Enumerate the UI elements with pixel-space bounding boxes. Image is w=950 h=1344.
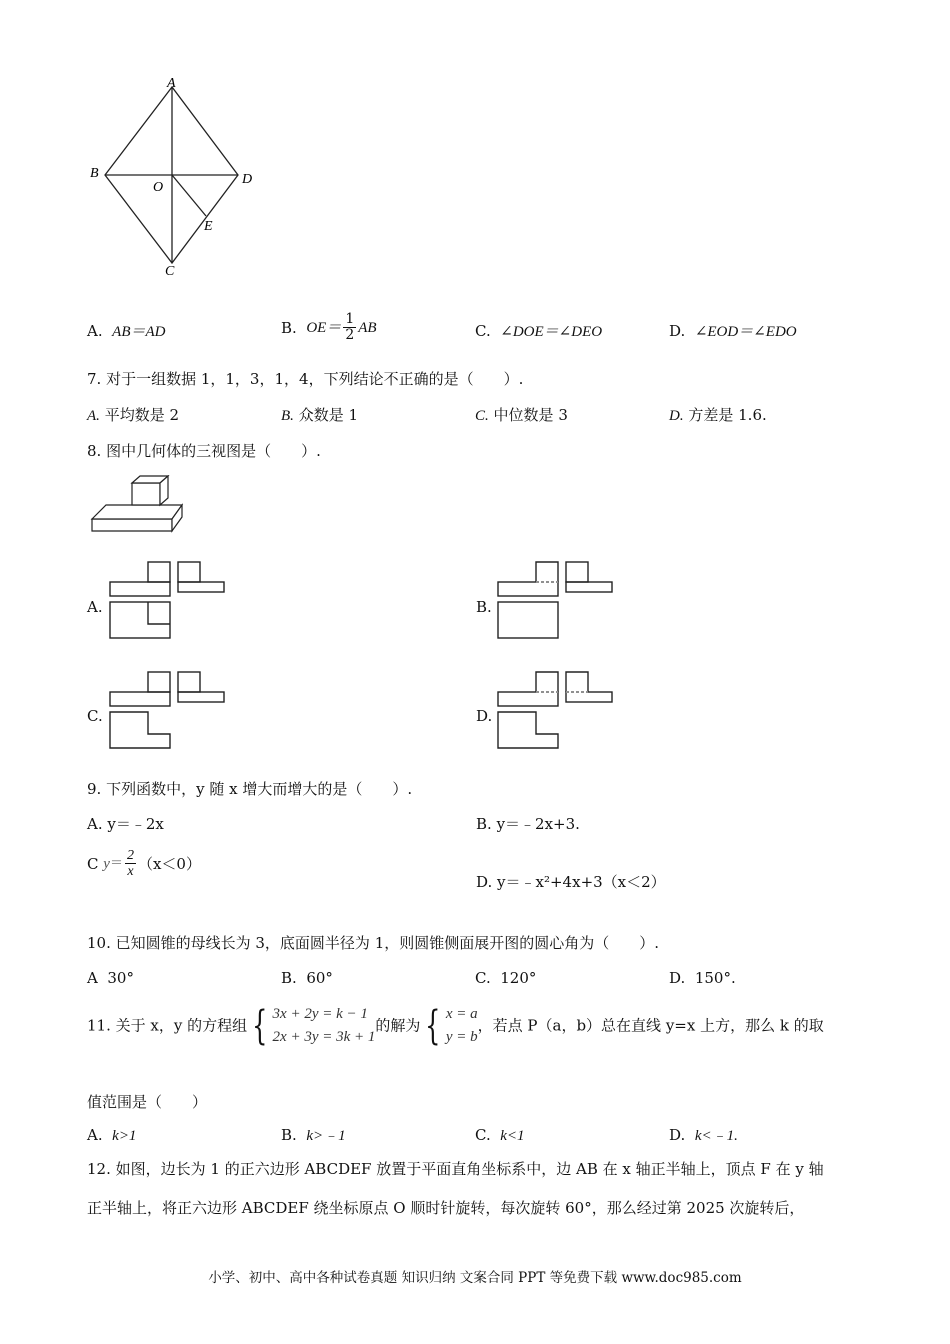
q6-option-d: D. ∠EOD＝∠EDO bbox=[669, 322, 797, 340]
q9-option-c: C y＝ $\frac{2}{x}$ （x＜0） bbox=[87, 848, 201, 880]
page-footer: 小学、初中、高中各种试卷真题 知识归纳 文案合同 PPT 等免费下载 www.doc985.com bbox=[208, 1270, 742, 1286]
geometric-solid-figure bbox=[88, 475, 188, 540]
q11-option-d: D. k<﹣1. bbox=[669, 1126, 738, 1144]
point-label-d: D bbox=[242, 172, 253, 187]
q7-option-b: B. 众数是 1 bbox=[281, 406, 359, 424]
q8-option-b-views bbox=[496, 560, 618, 642]
q11-system2-eq2: y = b bbox=[445, 1028, 478, 1045]
q11-system1-eq2: 2x + 3y = 3k + 1 bbox=[272, 1028, 376, 1045]
q10-option-c: C. 120° bbox=[475, 969, 537, 987]
q10-option-b: B. 60° bbox=[281, 969, 333, 987]
q6-option-b: B. OE＝ $\frac{1}{2}$ AB bbox=[281, 311, 377, 344]
q8-option-c-views bbox=[108, 670, 230, 752]
q11-option-b: B. k>﹣1 bbox=[281, 1126, 346, 1144]
q8-option-c-label: C. bbox=[87, 707, 103, 725]
q8-option-b-label: B. bbox=[476, 598, 492, 616]
q8-option-d-label: D. bbox=[476, 707, 493, 725]
point-label-o: O bbox=[153, 180, 164, 195]
q10-stem: 10. 已知圆锥的母线长为 3，底面圆半径为 1，则圆锥侧面展开图的圆心角为（ ）. bbox=[87, 934, 660, 952]
q7-option-d: D. 方差是 1.6. bbox=[669, 406, 767, 424]
point-label-b: B bbox=[90, 166, 99, 181]
q11-stem-line1: 11. 关于 x，y 的方程组 { 3x + 2y = k − 1 2x + 3y = 3k + 1 的解为 { x = a y = b ，若点 P（a，b）总在直线 y=x 上方，那么 k 的取 bbox=[87, 1002, 824, 1049]
q6-option-a: A. AB＝AD bbox=[87, 322, 166, 340]
q11-system1-eq1: 3x + 2y = k − 1 bbox=[272, 1006, 368, 1022]
point-label-c: C bbox=[165, 264, 175, 279]
q7-option-a: A. 平均数是 2 bbox=[87, 406, 180, 424]
q11-option-a: A. k>1 bbox=[87, 1126, 137, 1144]
q8-option-d-views bbox=[496, 670, 618, 752]
q12-line2: 正半轴上，将正六边形 ABCDEF 绕坐标原点 O 顺时针旋转，每次旋转 60°，那么经过第 2025 次旋转后， bbox=[87, 1199, 805, 1217]
q9-option-b: B. y＝﹣2x+3. bbox=[476, 815, 580, 833]
q10-option-d: D. 150°. bbox=[669, 969, 736, 987]
q11-option-c: C. k<1 bbox=[475, 1126, 525, 1144]
q11-stem-line2: 值范围是（ ） bbox=[87, 1093, 208, 1111]
q8-option-a-label: A. bbox=[87, 598, 103, 616]
q9-stem: 9. 下列函数中，y 随 x 增大而增大的是（ ）. bbox=[87, 780, 413, 798]
q10-option-a: A 30° bbox=[87, 969, 134, 987]
q8-option-a-views bbox=[108, 560, 230, 642]
q9-option-d: D. y＝﹣x²+4x+3（x＜2） bbox=[476, 873, 666, 891]
q7-stem: 7. 对于一组数据 1，1，3，1，4，下列结论不正确的是（ ）. bbox=[87, 370, 524, 388]
q12-line1: 12. 如图，边长为 1 的正六边形 ABCDEF 放置于平面直角坐标系中，边 AB 在 x 轴正半轴上，顶点 F 在 y 轴 bbox=[87, 1160, 824, 1178]
q7-option-c: C. 中位数是 3 bbox=[475, 406, 568, 424]
q8-stem: 8. 图中几何体的三视图是（ ）. bbox=[87, 442, 321, 460]
q9-option-a: A. y＝﹣2x bbox=[87, 815, 164, 833]
q6-option-c: C. ∠DOE＝∠DEO bbox=[475, 322, 603, 340]
q11-system2-eq1: x = a bbox=[445, 1006, 478, 1022]
point-label-a: A bbox=[167, 76, 176, 91]
rhombus-figure bbox=[85, 75, 275, 285]
point-label-e: E bbox=[204, 219, 213, 234]
